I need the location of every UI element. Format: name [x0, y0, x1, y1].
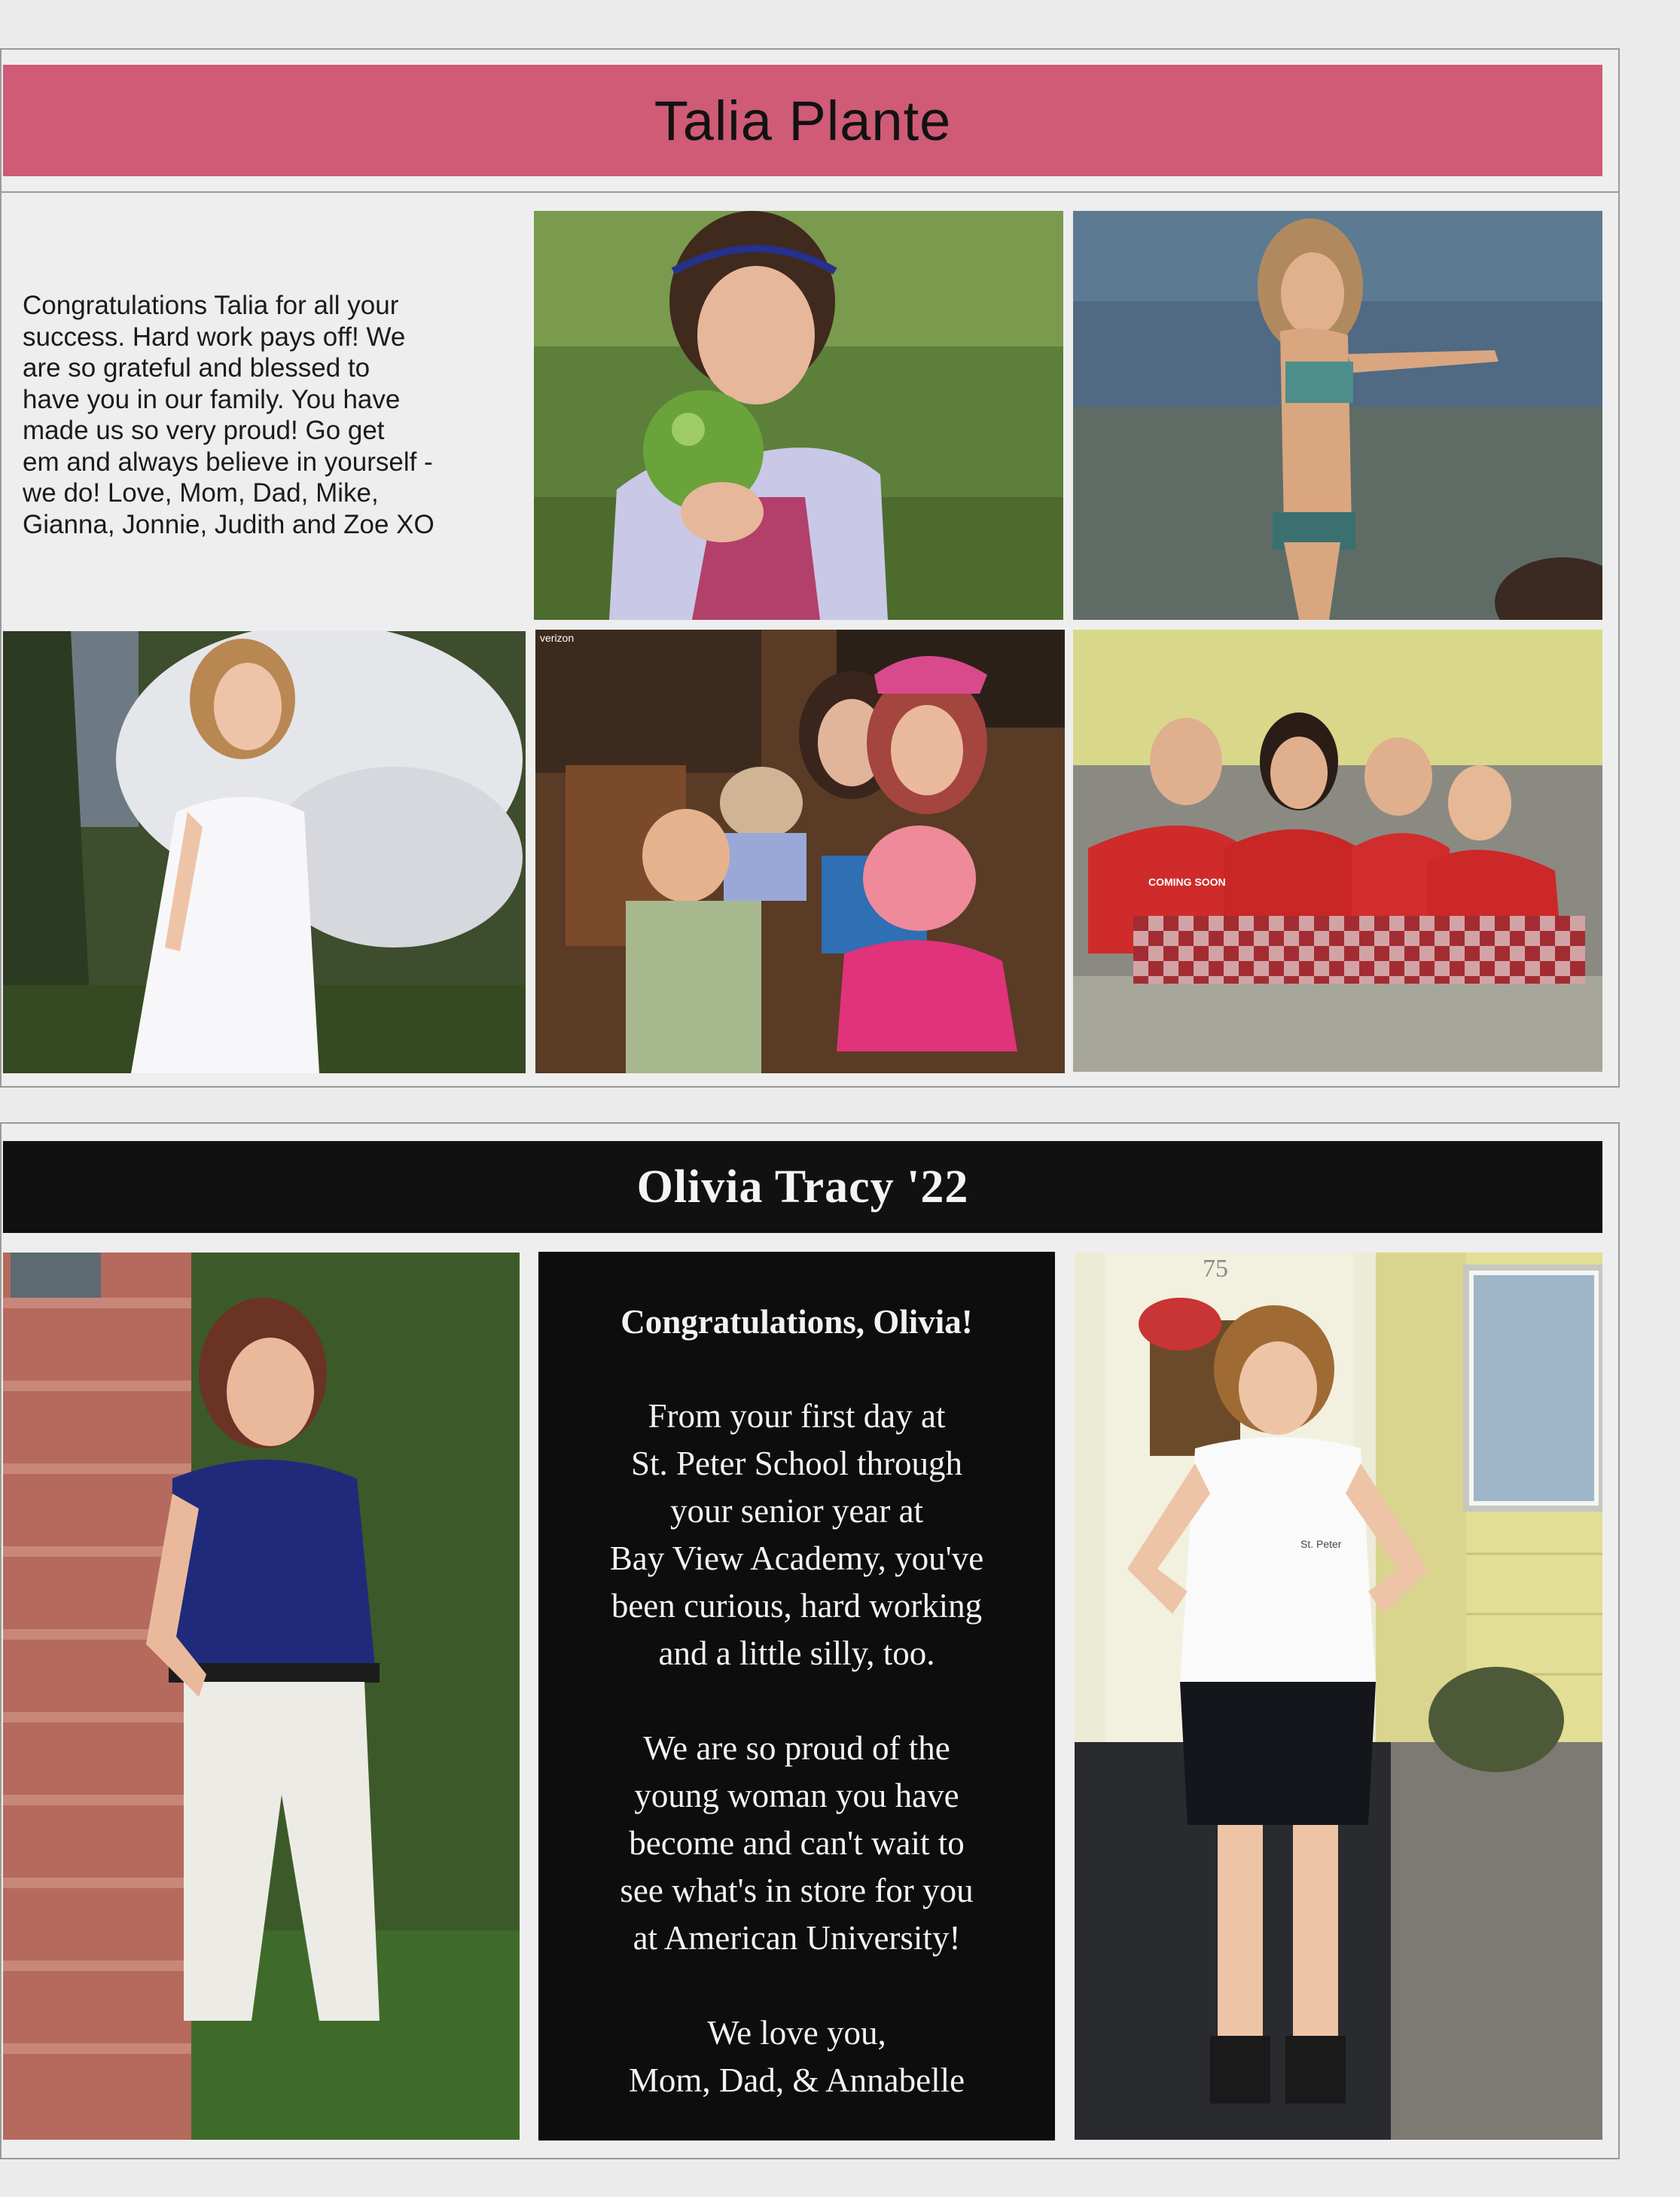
- kids-with-pug-corner-text: verizon: [540, 632, 575, 644]
- olivia-message-line: become and can't wait to: [629, 1824, 965, 1862]
- talia-name-title: Talia Plante: [654, 89, 952, 152]
- olivia-message-line: We are so proud of the: [643, 1729, 950, 1767]
- talia-message-line: we do! Love, Mom, Dad, Mike,: [23, 478, 379, 508]
- olivia-message-line: see what's in store for you: [620, 1872, 974, 1909]
- girl-at-lake-photo: [1073, 211, 1602, 620]
- talia-message-line: are so grateful and blessed to: [23, 353, 370, 383]
- olivia-message-line: young woman you have: [634, 1777, 959, 1814]
- senior-portrait-photo: [3, 1253, 520, 2140]
- olivia-message-line: at American University!: [633, 1919, 961, 1957]
- talia-message-line: em and always believe in yourself -: [23, 447, 433, 477]
- first-day-of-school-photo: [1075, 1253, 1602, 2140]
- talia-message: [23, 290, 512, 540]
- talia-divider: [0, 191, 1620, 193]
- olivia-message-line: Mom, Dad, & Annabelle: [628, 2061, 965, 2099]
- talia-message-line: have you in our family. You have: [23, 384, 401, 414]
- talia-message-line: made us so very proud! Go get: [23, 416, 385, 445]
- olivia-name-title: Olivia Tracy '22: [636, 1161, 969, 1213]
- school-shirt-text: St. Peter: [1300, 1538, 1342, 1550]
- olivia-message-line: We love you,: [707, 2014, 886, 2052]
- olivia-name-banner: [3, 1141, 1602, 1233]
- olivia-message-line: your senior year at: [669, 1492, 924, 1530]
- olivia-message-line: St. Peter School through: [631, 1445, 962, 1482]
- olivia-message-line: From your first day at: [648, 1397, 946, 1435]
- girl-with-green-apple-photo: [534, 211, 1063, 620]
- olivia-message-box: [538, 1252, 1055, 2141]
- talia-message-line: Gianna, Jonnie, Judith and Zoe XO: [23, 509, 434, 539]
- four-kids-on-couch-photo: [1073, 630, 1602, 1072]
- kids-with-pug-photo: [535, 630, 1065, 1073]
- talia-message-line: success. Hard work pays off! We: [23, 322, 406, 352]
- olivia-message-line: been curious, hard working: [611, 1587, 983, 1625]
- house-number-text: 75: [1203, 1255, 1228, 1283]
- talia-name-banner: [3, 65, 1602, 176]
- olivia-message-line: and a little silly, too.: [658, 1634, 935, 1672]
- olivia-message-heading: Congratulations, Olivia!: [620, 1303, 973, 1341]
- talia-message-line: Congratulations Talia for all your: [23, 291, 399, 320]
- girl-in-white-dress-photo: [3, 631, 526, 1073]
- olivia-message-line: Bay View Academy, you've: [609, 1539, 984, 1577]
- couch-shirt-text: COMING SOON: [1148, 876, 1226, 888]
